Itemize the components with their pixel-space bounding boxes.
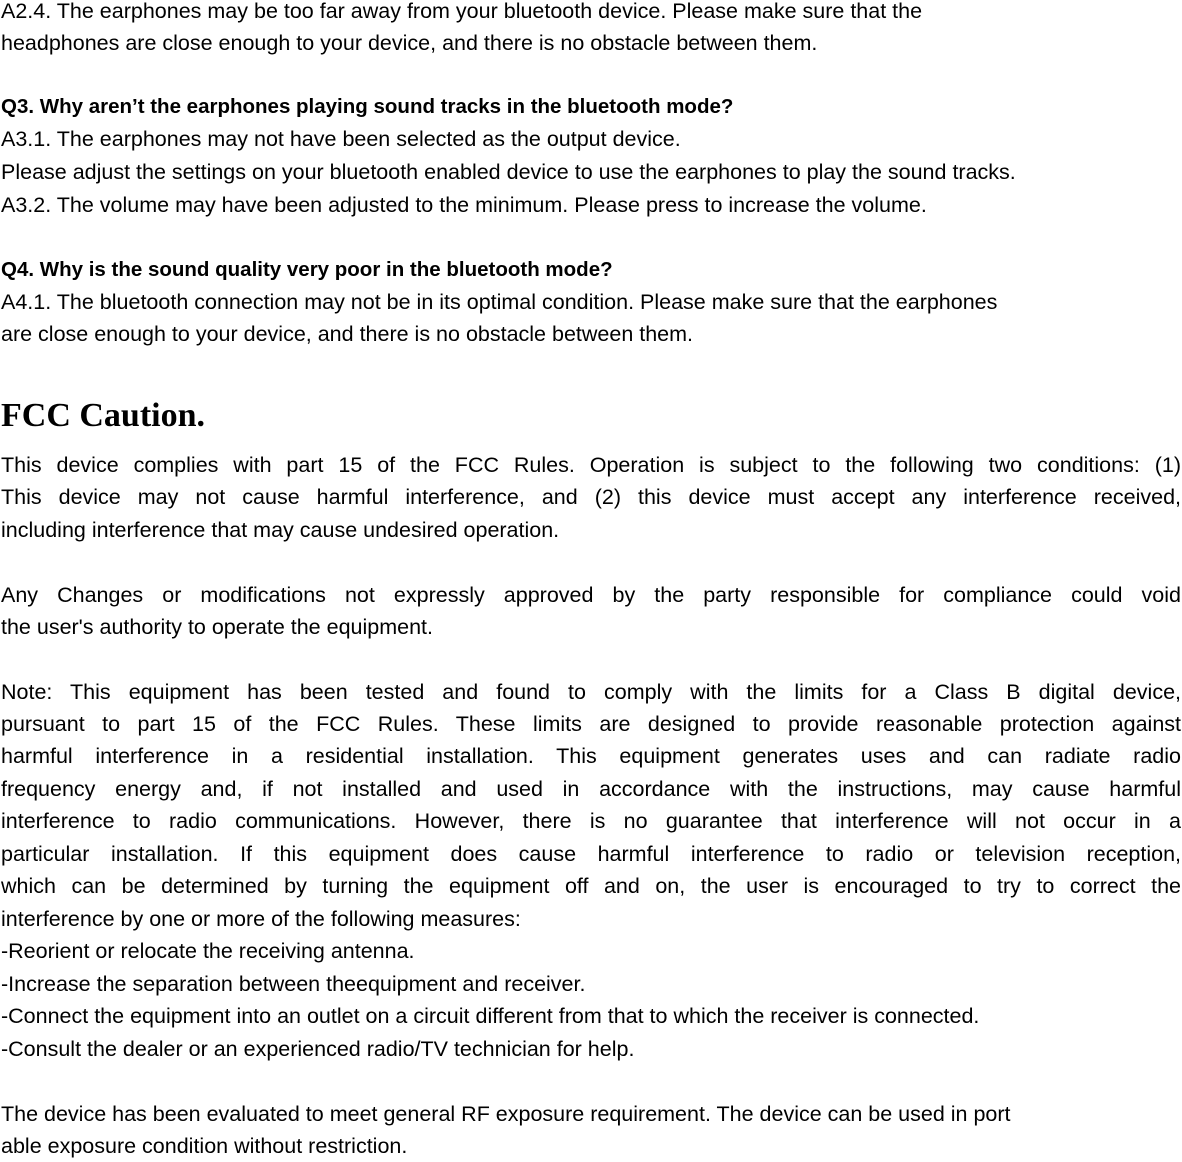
fcc-note-line-4: frequency energy and, if not installed and used in accordance with the instructions, may cause harmful: [1, 777, 1181, 801]
question-q4: Q4. Why is the sound quality very poor in the bluetooth mode?: [1, 258, 613, 281]
answer-a2-4-line-1: A2.4. The earphones may be too far away from your bluetooth device. Please make sure that the: [1, 0, 923, 23]
fcc-note-line-1: Note: This equipment has been tested and found to comply with the limits for a Class B digital device,: [1, 680, 1181, 704]
fcc-caution-heading: FCC Caution.: [1, 397, 206, 434]
fcc-note-line-8: interference by one or more of the following measures:: [1, 907, 521, 931]
fcc-measure-item: -Increase the separation between theequipment and receiver.: [1, 972, 586, 996]
fcc-measure-item: -Reorient or relocate the receiving antenna.: [1, 939, 415, 963]
fcc-note-line-7: which can be determined by turning the equipment off and on, the user is encouraged to try to correct the: [1, 874, 1181, 898]
fcc-p2-line-1: Any Changes or modifications not expressly approved by the party responsible for compliance could void: [1, 583, 1181, 607]
fcc-measure-item: -Consult the dealer or an experienced radio/TV technician for help.: [1, 1037, 635, 1061]
answer-a3-1-line-2: Please adjust the settings on your bluetooth enabled device to use the earphones to play the sound tracks.: [1, 160, 1016, 184]
fcc-rf-line-1: The device has been evaluated to meet general RF exposure requirement. The device can be used in port: [1, 1102, 1011, 1126]
fcc-note-line-5: interference to radio communications. However, there is no guarantee that interference will not occur in a: [1, 809, 1181, 833]
fcc-rf-line-2: able exposure condition without restriction.: [1, 1134, 408, 1158]
fcc-p1-line-2: This device may not cause harmful interference, and (2) this device must accept any interference received,: [1, 485, 1181, 509]
fcc-measure-item: -Connect the equipment into an outlet on a circuit different from that to which the receiver is connected.: [1, 1004, 980, 1028]
fcc-note-line-3: harmful interference in a residential installation. This equipment generates uses and can radiate radio: [1, 744, 1181, 768]
answer-a4-1-line-2: are close enough to your device, and there is no obstacle between them.: [1, 322, 694, 346]
answer-a2-4-line-2: headphones are close enough to your device, and there is no obstacle between them.: [1, 31, 818, 55]
answer-a4-1-line-1: A4.1. The bluetooth connection may not be in its optimal condition. Please make sure that the earphones: [1, 290, 998, 314]
question-q3: Q3. Why aren’t the earphones playing sound tracks in the bluetooth mode?: [1, 95, 734, 118]
fcc-note-line-2: pursuant to part 15 of the FCC Rules. These limits are designed to provide reasonable protection against: [1, 712, 1181, 736]
fcc-p1-line-3: including interference that may cause undesired operation.: [1, 518, 560, 542]
fcc-note-line-6: particular installation. If this equipment does cause harmful interference to radio or television reception,: [1, 842, 1181, 866]
answer-a3-2: A3.2. The volume may have been adjusted to the minimum. Please press to increase the volume.: [1, 193, 927, 217]
answer-a3-1-line-1: A3.1. The earphones may not have been selected as the output device.: [1, 127, 681, 151]
fcc-p1-line-1: This device complies with part 15 of the FCC Rules. Operation is subject to the following two conditions: (1): [1, 453, 1181, 477]
fcc-p2-line-2: the user's authority to operate the equipment.: [1, 615, 433, 639]
